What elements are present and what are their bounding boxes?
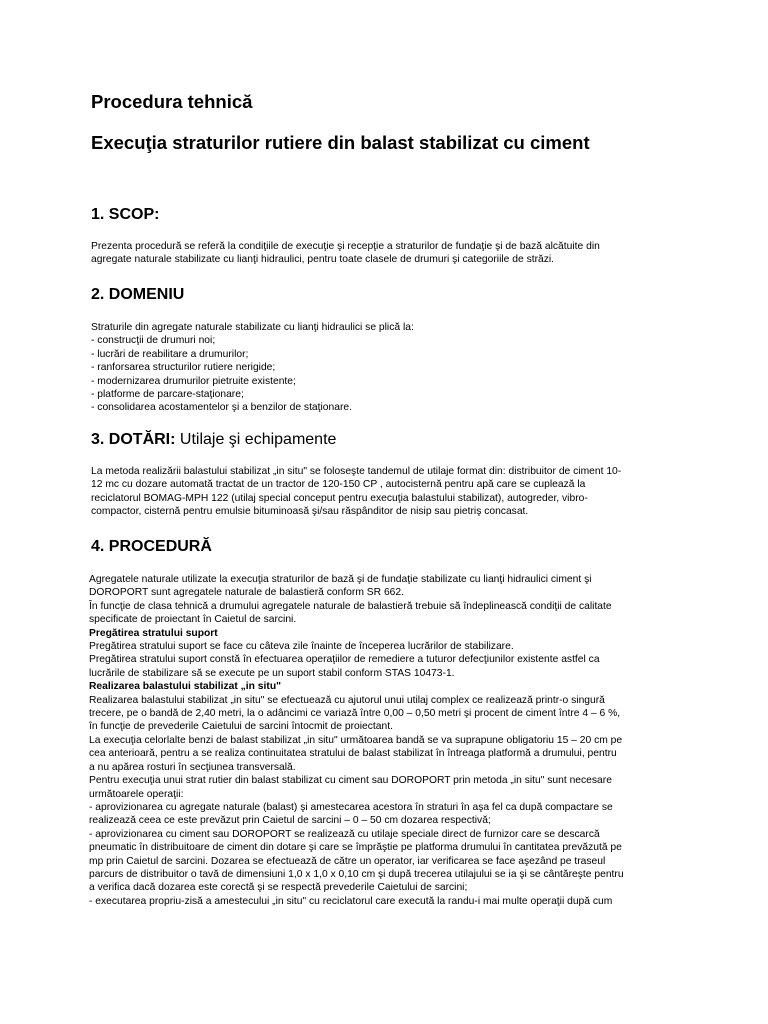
section-body-scop xyxy=(91,240,691,267)
section-heading-procedura: 4. PROCEDURĂ xyxy=(91,538,212,555)
subheading: Realizarea balastului stabilizat „in situ" xyxy=(89,681,281,693)
section-body-domeniu xyxy=(91,321,691,415)
paragraph-line: agregate naturale stabilizate cu lianţi hidraulici, pentru toate clasele de drumuri şi categoriile de străzi. xyxy=(91,254,555,266)
paragraph-line: DOROPORT sunt agregatele naturale de balastieră conform SR 662. xyxy=(89,587,404,599)
paragraph-line: Agregatele naturale utilizate la execuţia straturilor de bază şi de fundaţie stabilizate cu lianţi hidraulici ciment şi xyxy=(89,574,592,585)
list-item: - consolidarea acostamentelor şi a benzilor de staţionare. xyxy=(91,402,352,414)
document-title: Procedura tehnică xyxy=(91,91,253,112)
paragraph-line: În funcţie de clasa tehnică a drumului agregatele naturale de balastieră trebuie să îndeplinească condiţii de calitate xyxy=(89,600,612,612)
paragraph-line: reciclatorul BOMAG-MPH 122 (utilaj special conceput pentru execuţia balastului stabilizat), autogreder, vibro- xyxy=(91,492,588,504)
paragraph-line: compactor, cisternă pentru emulsie bituminoasă şi/sau răspânditor de nisip sau pietriş concasat. xyxy=(91,506,529,518)
subheading: Pregătirea stratului suport xyxy=(89,627,218,639)
paragraph-line: cea anterioară, pentru a se realiza continuitatea stratului de balast stabilizat în întreaga platformă a drumului, pentru xyxy=(89,748,617,760)
paragraph-line: - aprovizionarea cu ciment sau DOROPORT se realizează cu utilaje speciale direct de furnizor care se descarcă xyxy=(89,828,600,840)
paragraph-line: mp prin Caietul de sarcini. Dozarea se efectuează de către un operator, iar verificarea se face aşezând pe traseul xyxy=(89,855,606,867)
paragraph-line: - aprovizionarea cu agregate naturale (balast) şi amestecarea acestora în straturi în aşa fel ca după compactare se xyxy=(89,801,613,813)
list-item: - modernizarea drumurilor pietruite existente; xyxy=(91,375,296,387)
paragraph-line: lucrările de stabilizare să se execute pe un suport stabil conform STAS 10473-1. xyxy=(89,667,455,679)
paragraph-line: Prezenta procedură se referă la condiţiile de execuţie şi recepţie a straturilor de fundaţie şi de bază alcătuite din xyxy=(91,241,600,252)
section-body-procedura xyxy=(89,573,689,908)
paragraph-line: Pregătirea stratului suport se face cu câteva zile înainte de începerea lucrărilor de stabilizare. xyxy=(89,641,514,653)
list-item: - platforme de parcare-staţionare; xyxy=(91,389,244,401)
list-item: - ranforsarea structurilor rutiere nerigide; xyxy=(91,362,276,374)
document-subtitle: Execuţia straturilor rutiere din balast stabilizat cu ciment xyxy=(91,132,590,153)
paragraph-line: parcurs de distribuitor o tavă de dimensiuni 1,0 x 1,0 x 0,10 cm şi după trecerea utilajului se ia şi se cântăreşte pentru xyxy=(89,868,624,880)
list-item: - lucrări de reabilitare a drumurilor; xyxy=(91,348,249,360)
section-heading-dotari-text: Utilaje şi echipamente xyxy=(175,431,337,448)
paragraph-line: - executarea propriu-zisă a amestecului „in situ" cu reciclatorul care execută la randu-i mai multe operaţii după cum xyxy=(89,895,613,907)
paragraph-line: în funcţie de prevederile Caietului de sarcini întocmit de proiectant. xyxy=(89,721,393,733)
paragraph-line: a verifica dacă dozarea este corectă şi se respectă prevederile Caietului de sarcini; xyxy=(89,882,468,894)
paragraph-line: 12 mc cu dozare automată tractat de un tractor de 120-150 CP , autocisternă pentru apă care se cuplează la xyxy=(91,479,586,491)
section-heading-domeniu: 2. DOMENIU xyxy=(91,286,185,303)
section-heading-dotari-number: 3. DOTĂRI: xyxy=(91,431,176,448)
paragraph-line: La metoda realizării balastului stabilizat „in situ" se foloseşte tandemul de utilaje format din: distribuitor de ciment 10- xyxy=(91,466,622,477)
paragraph-line: următoarele operaţii: xyxy=(89,788,184,800)
section-heading-scop: 1. SCOP: xyxy=(91,206,160,223)
paragraph-line: La execuţia celorlalte benzi de balast stabilizat „in situ" următoarea bandă se va suprapune obligatoriu 15 – 20 cm pe xyxy=(89,734,623,746)
paragraph-line: Straturile din agregate naturale stabilizate cu lianţi hidraulici se plică la: xyxy=(91,322,414,333)
paragraph-line: Pregătirea stratului suport constă în efectuarea operaţiilor de remediere a tuturor defecţiunilor existente astfel ca xyxy=(89,654,600,666)
paragraph-line: Realizarea balastului stabilizat „in situ" se efectuează cu ajutorul unui utilaj complex ce realizează printr-o singură xyxy=(89,694,605,706)
paragraph-line: trecere, pe o bandă de 2,40 metri, la o adâncimi ce variază între 0,00 – 0,50 metri şi procent de ciment între 4 – 6 %, xyxy=(89,708,621,720)
list-item: - construcţii de drumuri noi; xyxy=(91,335,216,347)
paragraph-line: Pentru execuţia unui strat rutier din balast stabilizat cu ciment sau DOROPORT prin metoda „in situ" sunt necesare xyxy=(89,775,612,787)
paragraph-line: specificate de proiectant în Caietul de sarcini. xyxy=(89,614,297,626)
section-body-dotari xyxy=(91,465,691,519)
paragraph-line: pneumatic în distribuitoare de ciment din dotare şi care se împrăştie pe platforma drumului în cantitatea prevăzută pe xyxy=(89,842,622,854)
paragraph-line: realizează ceea ce este prevăzut prin Caietul de sarcini – 0 – 50 cm dozarea respectivă; xyxy=(89,815,491,827)
paragraph-line: a nu apărea rosturi în secţiunea transversală. xyxy=(89,761,296,773)
section-heading-dotari xyxy=(91,431,336,449)
